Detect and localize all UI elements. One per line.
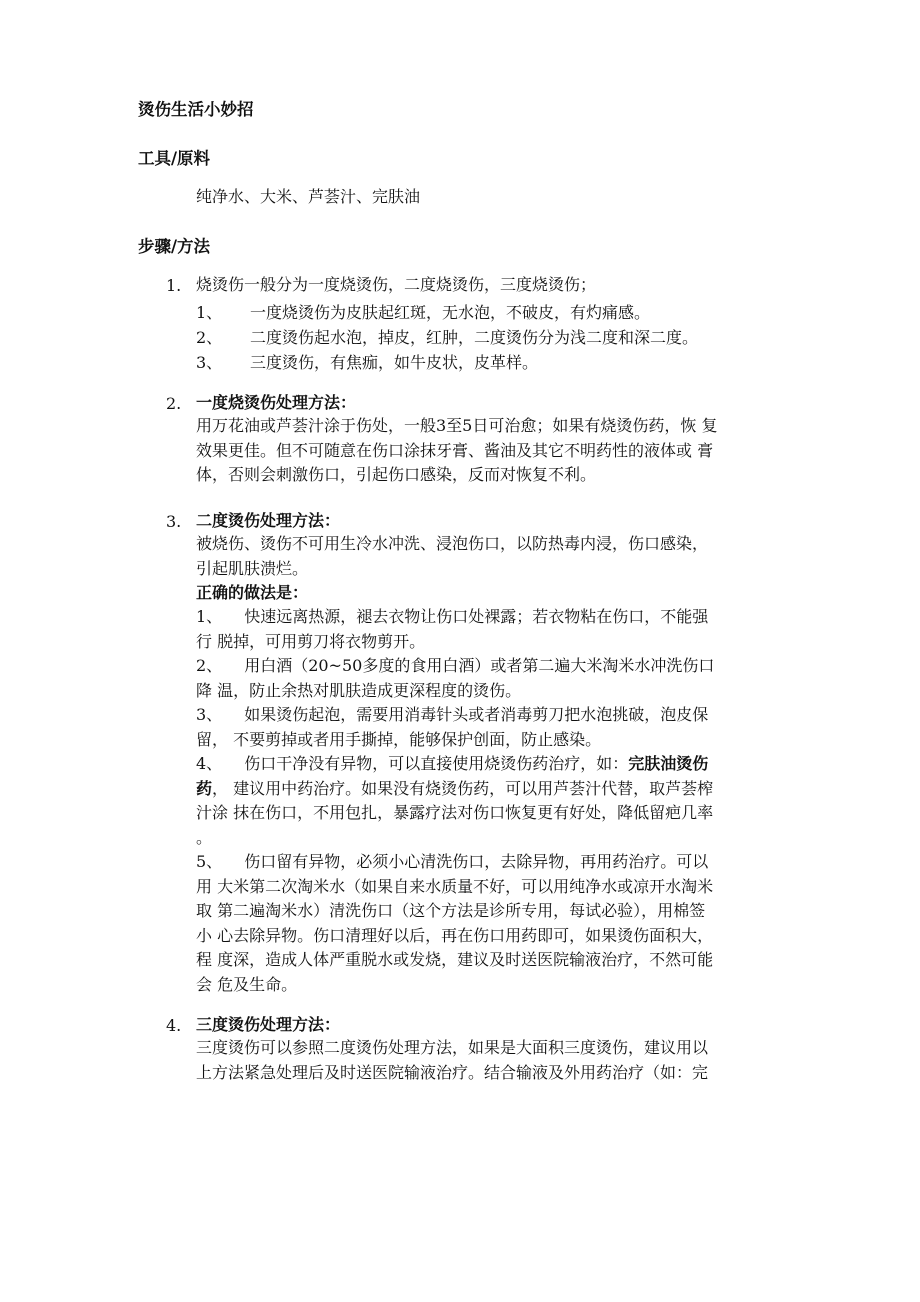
step-3-item-5-line: 会 危及生命。 (196, 974, 298, 994)
step-3-item-1-line: 快速远离热源，褪去衣物让伤口处裸露；若衣物粘在伤口，不能强 (244, 607, 709, 626)
step-4-number: 4. (166, 1016, 182, 1035)
step-3-item-3-line: 如果烫伤起泡，需要用消毒针头或者消毒剪刀把水泡挑破，泡皮保 (244, 705, 709, 724)
step-3-item-5-index: 5、 (196, 852, 223, 871)
step-4-line: 上方法紧急处理后及时送医院输液治疗。结合输液及外用药治疗（如：完 (196, 1062, 709, 1082)
step-3-item-4-line: ， 建议用中药治疗。如果没有烧烫伤药，可以用芦荟汁代替，取芦荟榨 (212, 778, 714, 798)
step-1-item-1-index: 1、 (196, 303, 223, 322)
tools-heading: 工具/原料 (138, 149, 211, 168)
step-1-number: 1. (166, 276, 182, 295)
step-3-item-5-line: 伤口留有异物，必须小心清洗伤口，去除异物，再用药治疗。可以 (244, 852, 709, 871)
step-1-item-2-text: 二度烫伤起水泡，掉皮，红肿，二度烫伤分为浅二度和深二度。 (250, 328, 699, 347)
product-name-bold: 完肤油烫伤 (628, 754, 709, 773)
document-title: 烫伤生活小妙招 (138, 100, 254, 119)
step-3-item-1 (196, 605, 796, 654)
step-3-item-2-line: 用白酒（20~50多度的食用白酒）或者第二遍大米淘米水冲洗伤口 (244, 656, 715, 675)
step-3-intro-line: 被烧伤、烫伤不可用生冷水冲洗、浸泡伤口，以防热毒内浸，伤口感染， (196, 534, 709, 553)
step-2-body (196, 414, 796, 488)
step-3-item-4-line: 。 (196, 827, 213, 847)
correct-method-heading: 正确的做法是： (196, 583, 309, 602)
step-3-intro-line: 引起肌肤溃烂。 (196, 558, 309, 578)
step-2-number: 2. (166, 394, 182, 413)
step-3-item-5 (196, 850, 796, 997)
step-3-item-3 (196, 703, 796, 752)
step-4-line: 三度烫伤可以参照二度烫伤处理方法，如果是大面积三度烫伤，建议用以 (196, 1038, 709, 1057)
step-2-line: 体，否则会刺激伤口，引起伤口感染，反而对恢复不利。 (196, 465, 597, 484)
step-2-line: 效果更佳。但不可随意在伤口涂抹牙膏、酱油及其它不明药性的液体或 膏 (196, 440, 714, 460)
step-3-item-4-line: 伤口干净没有异物，可以直接使用烧烫伤药治疗，如： (244, 754, 629, 773)
step-4-title: 三度烫伤处理方法： (196, 1015, 341, 1034)
step-2-line: 用万花油或芦荟汁涂于伤处，一般3至5日可治愈；如果有烧烫伤药，恢 复 (196, 416, 718, 435)
step-3-item-3-index: 3、 (196, 705, 223, 724)
step-3-item-2 (196, 654, 796, 703)
step-4-body (196, 1036, 796, 1085)
step-1-item-3-text: 三度烫伤，有焦痂，如牛皮状，皮革样。 (250, 353, 539, 372)
step-3-title: 二度烫伤处理方法： (196, 511, 341, 530)
step-3-item-4-line: 汁涂 抹在伤口，不用包扎，暴露疗法对伤口恢复更有好处，降低留疤几率 (196, 803, 714, 822)
step-3-intro (196, 532, 796, 606)
step-1-item-1-text: 一度烧烫伤为皮肤起红斑，无水泡，不破皮，有灼痛感。 (250, 303, 651, 322)
step-3-number: 3. (166, 512, 182, 531)
step-3-item-1-index: 1、 (196, 607, 223, 626)
step-3-item-5-line: 小 心去除异物。伤口清理好以后，再在伤口用药即可，如果烫伤面积大， (196, 925, 714, 945)
step-3-item-3-line: 留， 不要剪掉或者用手撕掉，能够保护创面，防止感染。 (196, 729, 602, 749)
tools-text: 纯净水、大米、芦荟汁、完肤油 (196, 187, 421, 206)
step-3-item-2-index: 2、 (196, 656, 223, 675)
step-3-item-4 (196, 752, 796, 850)
step-1-title: 烧烫伤一般分为一度烧烫伤，二度烧烫伤，三度烧烫伤； (196, 275, 597, 294)
step-2-title: 一度烧烫伤处理方法： (196, 393, 357, 412)
steps-heading: 步骤/方法 (138, 237, 211, 256)
step-1-item-3-index: 3、 (196, 353, 223, 372)
step-3-item-4-index: 4、 (196, 754, 223, 773)
step-3-item-5-line: 取 第二遍淘米水）清洗伤口（这个方法是诊所专用，每试必验），用棉签 (196, 901, 706, 920)
step-3-item-2-line: 降 温，防止余热对肌肤造成更深程度的烫伤。 (196, 680, 522, 700)
step-3-item-5-line: 用 大米第二次淘米水（如果自来水质量不好，可以用纯净水或凉开水淘米 (196, 876, 714, 896)
product-name-bold-end: 药 (196, 778, 213, 798)
step-3-item-1-line: 行 脱掉，可用剪刀将衣物剪开。 (196, 631, 426, 651)
step-1-item-2-index: 2、 (196, 328, 223, 347)
step-3-item-5-line: 程 度深，造成人体严重脱水或发烧，建议及时送医院输液治疗，不然可能 (196, 950, 714, 969)
